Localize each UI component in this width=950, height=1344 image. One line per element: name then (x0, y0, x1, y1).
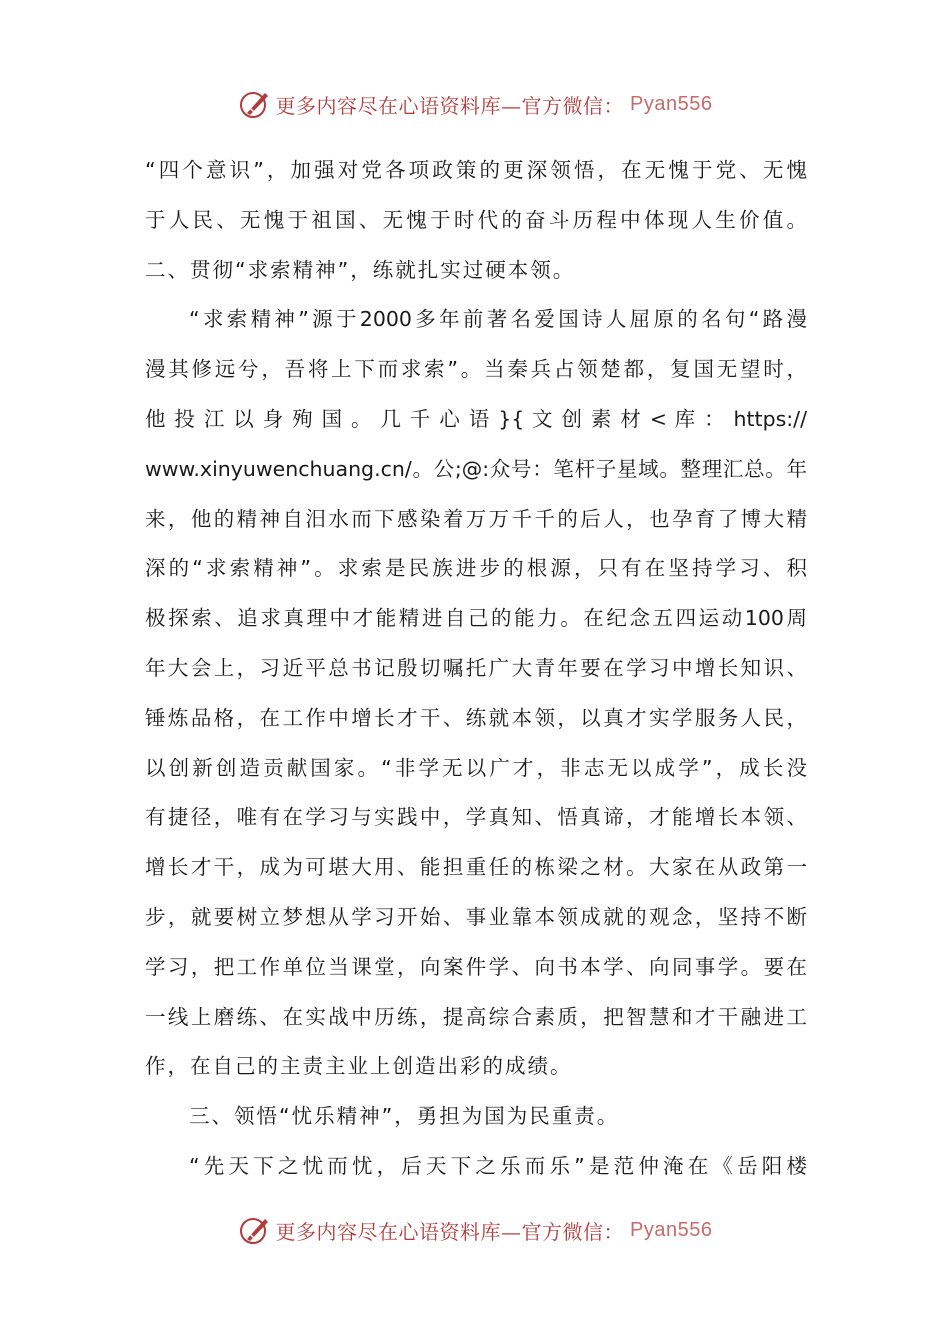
body-line: 以创新创造贡献国家。“非学无以广才，非志无以成学”，成长没 (145, 755, 807, 780)
quill-logo-icon (238, 1213, 272, 1247)
body-line: 增长才干，成为可堪大用、能担重任的栋梁之材。大家在从政第一 (145, 855, 807, 880)
body-line: “四个意识”，加强对党各项政策的更深领悟，在无愧于党、无愧 (145, 158, 807, 182)
body-line: 年大会上，习近平总书记殷切嘱托广大青年要在学习中增长知识、 (145, 655, 807, 680)
footer-banner (0, 1210, 950, 1250)
header-banner (0, 84, 950, 124)
body-line: 有捷径，唯有在学习与实践中，学真知、悟真谛，才能增长本领、 (145, 805, 807, 830)
footer-wechat-id: Pyan556 (630, 1218, 713, 1241)
body-line: 深的“求索精神”。求索是民族进步的根源，只有在坚持学习、积 (145, 556, 807, 581)
body-line: 于人民、无愧于祖国、无愧于时代的奋斗历程中体现人生价值。 (145, 207, 807, 232)
body-line: “求索精神”源于2000多年前著名爱国诗人屈原的名句“路漫 (189, 307, 807, 332)
body-line: 步，就要树立梦想从学习开始、事业靠本领成就的观念，坚持不断 (145, 904, 807, 929)
body-line: 作，在自己的主责主业上创造出彩的成绩。 (145, 1054, 573, 1079)
header-wechat-id: Pyan556 (630, 92, 713, 115)
body-line: 锤炼品格，在工作中增长才干、练就本领，以真才实学服务人民， (145, 705, 807, 730)
body-line: “先天下之忧而忧，后天下之乐而乐”是范仲淹在《岳阳楼 (189, 1153, 807, 1178)
body-line: 漫其修远兮，吾将上下而求索”。当秦兵占领楚都，复国无望时， (145, 357, 807, 382)
quill-logo-icon (238, 87, 272, 121)
section-heading: 三、领悟“忧乐精神”，勇担为国为民重责。 (189, 1104, 620, 1129)
header-banner-text: 更多内容尽在心语资料库—官方微信： (275, 93, 625, 118)
section-heading: 二、贯彻“求索精神”，练就扎实过硬本领。 (145, 257, 576, 282)
body-line: 学习，把工作单位当课堂，向案件学、向书本学、向同事学。要在 (145, 954, 807, 979)
body-line: 他 投 江 以 身 殉 国 。 几 千 心 语 }{ 文 创 素 材 < 库 ： https:// (145, 406, 807, 431)
body-line: 一线上磨练、在实战中历练，提高综合素质，把智慧和才干融进工 (145, 1004, 807, 1029)
footer-banner-text: 更多内容尽在心语资料库—官方微信： (275, 1219, 625, 1244)
document-body (145, 146, 807, 1192)
body-line: 来，他的精神自汨水而下感染着万万千千的后人，也孕育了博大精 (145, 506, 807, 531)
body-line: 极探索、追求真理中才能精进自己的能力。在纪念五四运动100周 (145, 606, 807, 631)
body-line: www.xinyuwenchuang.cn/。公;@:众号：笔杆子星域。整理汇总。年 (145, 456, 807, 481)
